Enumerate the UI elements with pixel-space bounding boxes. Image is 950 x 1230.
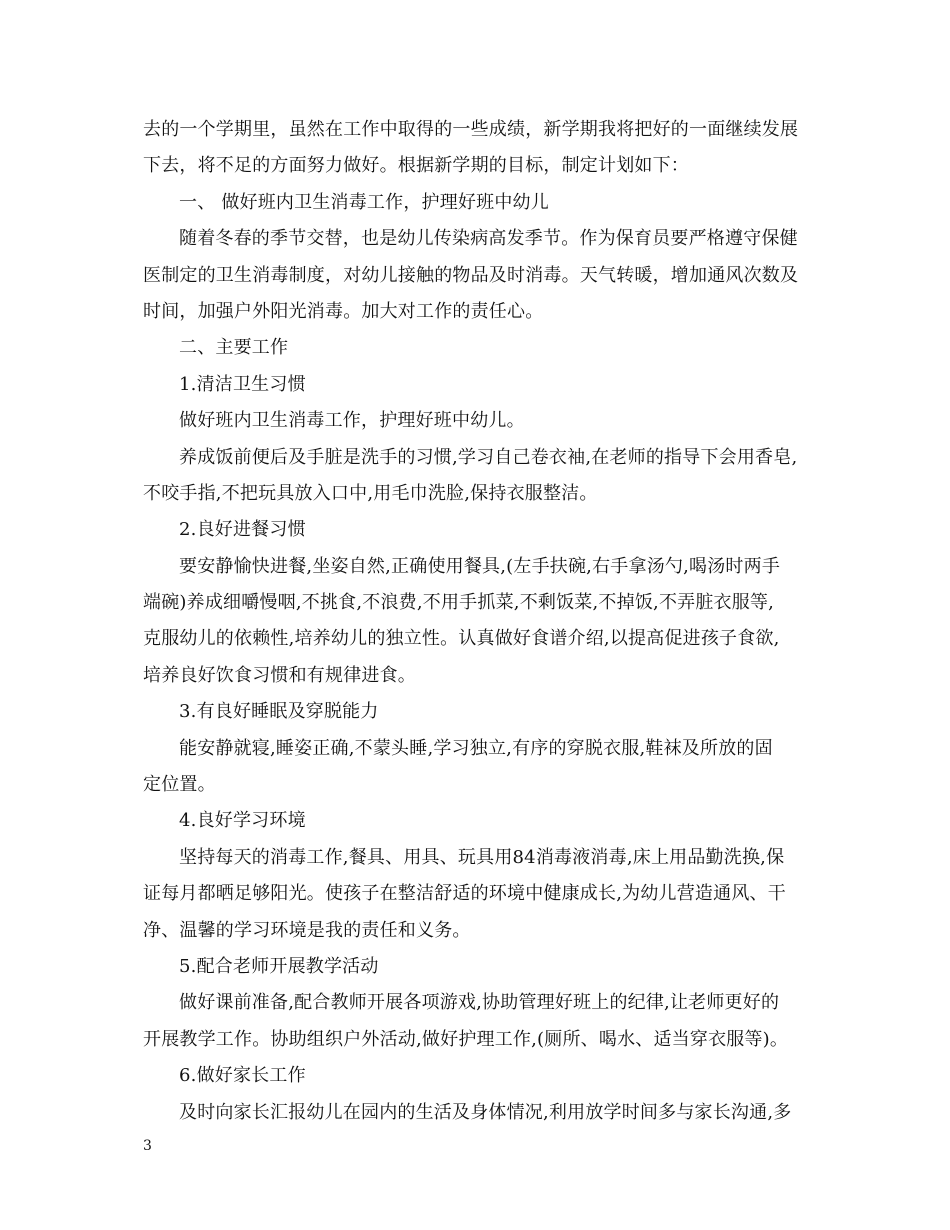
page-number: 3: [143, 1138, 152, 1154]
text-line: 去的一个学期里，虽然在工作中取得的一些成绩，新学期我将把好的一面继续发展: [143, 119, 799, 140]
document-body: [143, 112, 815, 1131]
section-heading-1: 一、 做好班内卫生消毒工作，护理好班中幼儿: [179, 191, 549, 213]
subheading-sleep: 3.有良好睡眠及穿脱能力: [179, 701, 379, 723]
text-line: 下去，将不足的方面努力做好。根据新学期的目标，制定计划如下：: [143, 155, 689, 177]
section-heading-2: 二、主要工作: [179, 337, 289, 359]
text-line: 医制定的卫生消毒制度，对幼儿接触的物品及时消毒。天气转暖，增加通风次数及: [143, 264, 799, 286]
text-line: 要安静愉快进餐,坐姿自然,正确使用餐具,(左手扶碗,右手拿汤勺,喝汤时两手: [179, 555, 781, 577]
subheading-cleanliness: 1.清洁卫生习惯: [179, 373, 306, 395]
text-line: 做好课前准备,配合教师开展各项游戏,协助管理好班上的纪律,让老师更好的: [179, 992, 780, 1014]
subheading-environment: 4.良好学习环境: [179, 810, 306, 832]
text-line: 端碗)养成细嚼慢咽,不挑食,不浪费,不用手抓菜,不剩饭菜,不掉饭,不弄脏衣服等,: [143, 592, 775, 614]
subheading-parents: 6.做好家长工作: [179, 1065, 306, 1087]
text-line: 定位置。: [143, 774, 216, 796]
text-line: 培养良好饮食习惯和有规律进食。: [143, 664, 416, 686]
text-line: 能安静就寝,睡姿正确,不蒙头睡,学习独立,有序的穿脱衣服,鞋袜及所放的固: [179, 737, 773, 759]
text-line: 随着冬春的季节交替，也是幼儿传染病高发季节。作为保育员要严格遵守保健: [179, 228, 798, 250]
text-line: 净、温馨的学习环境是我的责任和义务。: [143, 919, 471, 941]
text-line: 证每月都晒足够阳光。使孩子在整洁舒适的环境中健康成长,为幼儿营造通风、干: [143, 883, 786, 905]
text-line: 坚持每天的消毒工作,餐具、用具、玩具用84消毒液消毒,床上用品勤洗换,保: [179, 846, 785, 868]
text-line: 时间，加强户外阳光消毒。加大对工作的责任心。: [143, 300, 544, 322]
subheading-teaching: 5.配合老师开展教学活动: [179, 955, 379, 977]
text-line: 及时向家长汇报幼儿在园内的生活及身体情况,利用放学时间多与家长沟通,多: [179, 1101, 792, 1123]
text-line: 克服幼儿的依赖性,培养幼儿的独立性。认真做好食谱介绍,以提高促进孩子食欲,: [143, 628, 780, 650]
text-line: 养成饭前便后及手脏是洗手的习惯,学习自己卷衣袖,在老师的指导下会用香皂,: [179, 446, 798, 468]
text-line: 不咬手指,不把玩具放入口中,用毛巾洗脸,保持衣服整洁。: [143, 482, 598, 504]
text-line: 开展教学工作。协助组织户外活动,做好护理工作,(厕所、喝水、适当穿衣服等)。: [143, 1028, 789, 1050]
text-line: 做好班内卫生消毒工作，护理好班中幼儿。: [179, 410, 525, 432]
subheading-eating: 2.良好进餐习惯: [179, 519, 306, 541]
